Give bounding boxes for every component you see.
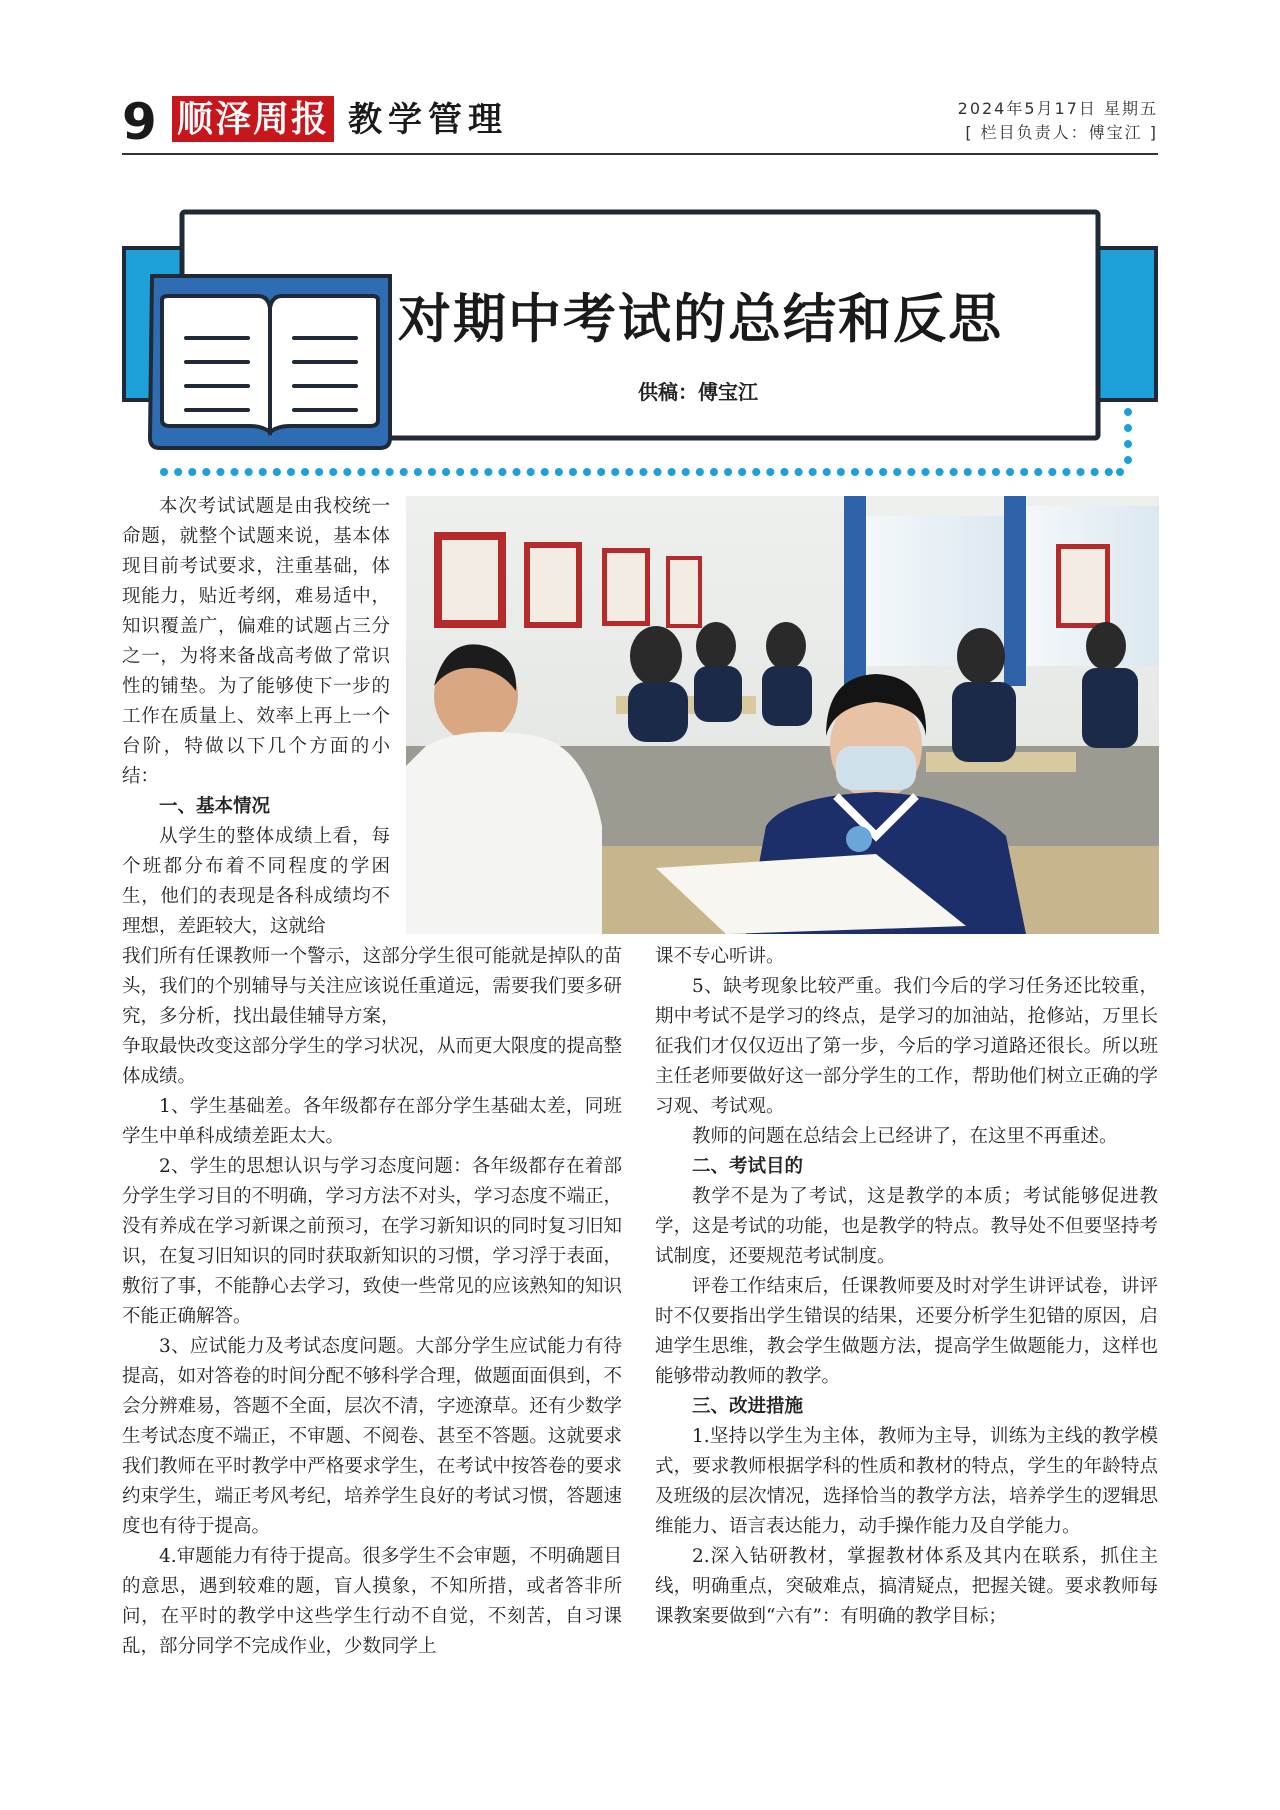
issue-date: 2024年5月17日 星期五 [957,99,1158,118]
header-divider [122,153,1158,155]
left-column [122,942,622,1662]
point-2: 2、学生的思想认识与学习态度问题：各年级都存在着部分学生学习目的不明确，学习方法不对头，学习态度不端正，没有养成在学习新课之前预习，在学习新知识的同时复习旧知识，在复习旧知识的同时获取新知识的习惯，学习浮于表面，敷衍了事，不能静心去学习，致使一些常见的应该熟知的知识不能正确解答。 [122,1156,622,1327]
newspaper-masthead-logo: 顺泽周报 [172,96,334,142]
heading-improvements: 三、改进措施 [692,1396,804,1417]
point-5: 5、缺考现象比较严重。我们今后的学习任务还比较重，期中考试不是学习的终点，是学习的加油站，抢修站，万里长征我们才仅仅迈出了第一步，今后的学习道路还很长。所以班主任老师要做好这一部分学生的工作，帮助他们树立正确的学习观、考试观。 [655,976,1158,1117]
purpose-paragraph-1: 教学不是为了考试，这是教学的本质；考试能够促进教学，这是考试的功能，也是教学的特点。教导处不但要坚持考试制度，还要规范考试制度。 [655,1186,1158,1267]
heading-basic-situation: 一、基本情况 [159,796,271,817]
page-number: 9 [122,93,157,151]
point-1: 1、学生基础差。各年级都存在部分学生基础太差，同班学生中单科成绩差距太大。 [122,1096,622,1147]
measure-1: 1.坚持以学生为主体，教师为主导，训练为主线的教学模式，要求教师根据学科的性质和教材的特点，学生的年龄特点及班级的层次情况，选择恰当的教学方法，培养学生的逻辑思维能力、语言表达能力，动手操作能力及自学能力。 [655,1426,1158,1537]
measure-2: 2.深入钻研教材，掌握教材体系及其内在联系，抓住主线，明确重点，突破难点，搞清疑点，把握关键。要求教师每课教案要做到“六有”：有明确的教学目标； [655,1546,1158,1627]
point-3: 3、应试能力及考试态度问题。大部分学生应试能力有待提高，如对答卷的时间分配不够科学合理，做题面面俱到，不会分辨难易，答题不全面，层次不清，字迹潦草。还有少数学生考试态度不端正，不审题、不阅卷、甚至不答题。这就要求我们教师在平时教学中严格要求学生，在考试中按答卷的要求约束学生，端正考风考纪，培养学生良好的考试习惯，答题速度也有待于提高。 [122,1336,622,1537]
article-title: 对期中考试的总结和反思 [398,289,1003,350]
intro-paragraph: 本次考试试题是由我校统一命题，就整个试题来说，基本体现目前考试要求，注重基础，体现能力，贴近考纲，难易适中，知识覆盖广，偏难的试题占三分之一，为将来备战高考做了常识性的铺垫。为了能够使下一步的工作在质量上、效率上再上一个台阶，特做以下几个方面的小结： [122,496,390,787]
book-icon [150,276,390,448]
column-editor: [ 栏目负责人：傅宝江 ] [965,123,1158,142]
classroom-exam-photo [406,496,1159,934]
basic-paragraph-continued: 我们所有任课教师一个警示，这部分学生很可能就是掉队的苗头，我们的个别辅导与关注应该说任重道远，需要我们要多研究，多分析，找出最佳辅导方案， [122,946,622,1027]
point-4: 4.审题能力有待于提高。很多学生不会审题，不明确题目的意思，遇到较难的题，盲人摸象，不知所措，或者答非所问，在平时的教学中这些学生行动不自觉，不刻苦，自习课乱，部分同学不完成作业，少数同学上 [122,1546,622,1657]
point-4-continued: 课不专心听讲。 [655,946,785,967]
right-column [655,942,1158,1632]
dotted-trail [1116,408,1132,476]
section-title: 教学管理 [348,100,508,140]
article-byline: 供稿：傅宝江 [638,380,758,404]
right-blue-tab [1096,248,1156,400]
teacher-note: 教师的问题在总结会上已经讲了，在这里不再重述。 [692,1126,1118,1147]
purpose-paragraph-2: 评卷工作结束后，任课教师要及时对学生讲评试卷，讲评时不仅要指出学生错误的结果，还要分析学生犯错的原因，启迪学生思维，教会学生做题方法，提高学生做题能力，这样也能够带动教师的教学。 [655,1276,1158,1387]
basic-paragraph-end: 争取最快改变这部分学生的学习状况，从而更大限度的提高整体成绩。 [122,1036,622,1087]
intro-column [122,492,390,942]
basic-paragraph-start: 从学生的整体成绩上看，每个班都分布着不同程度的学困生，他们的表现是各科成绩均不理想，差距较大，这就给 [122,826,390,937]
heading-exam-purpose: 二、考试目的 [692,1156,804,1177]
